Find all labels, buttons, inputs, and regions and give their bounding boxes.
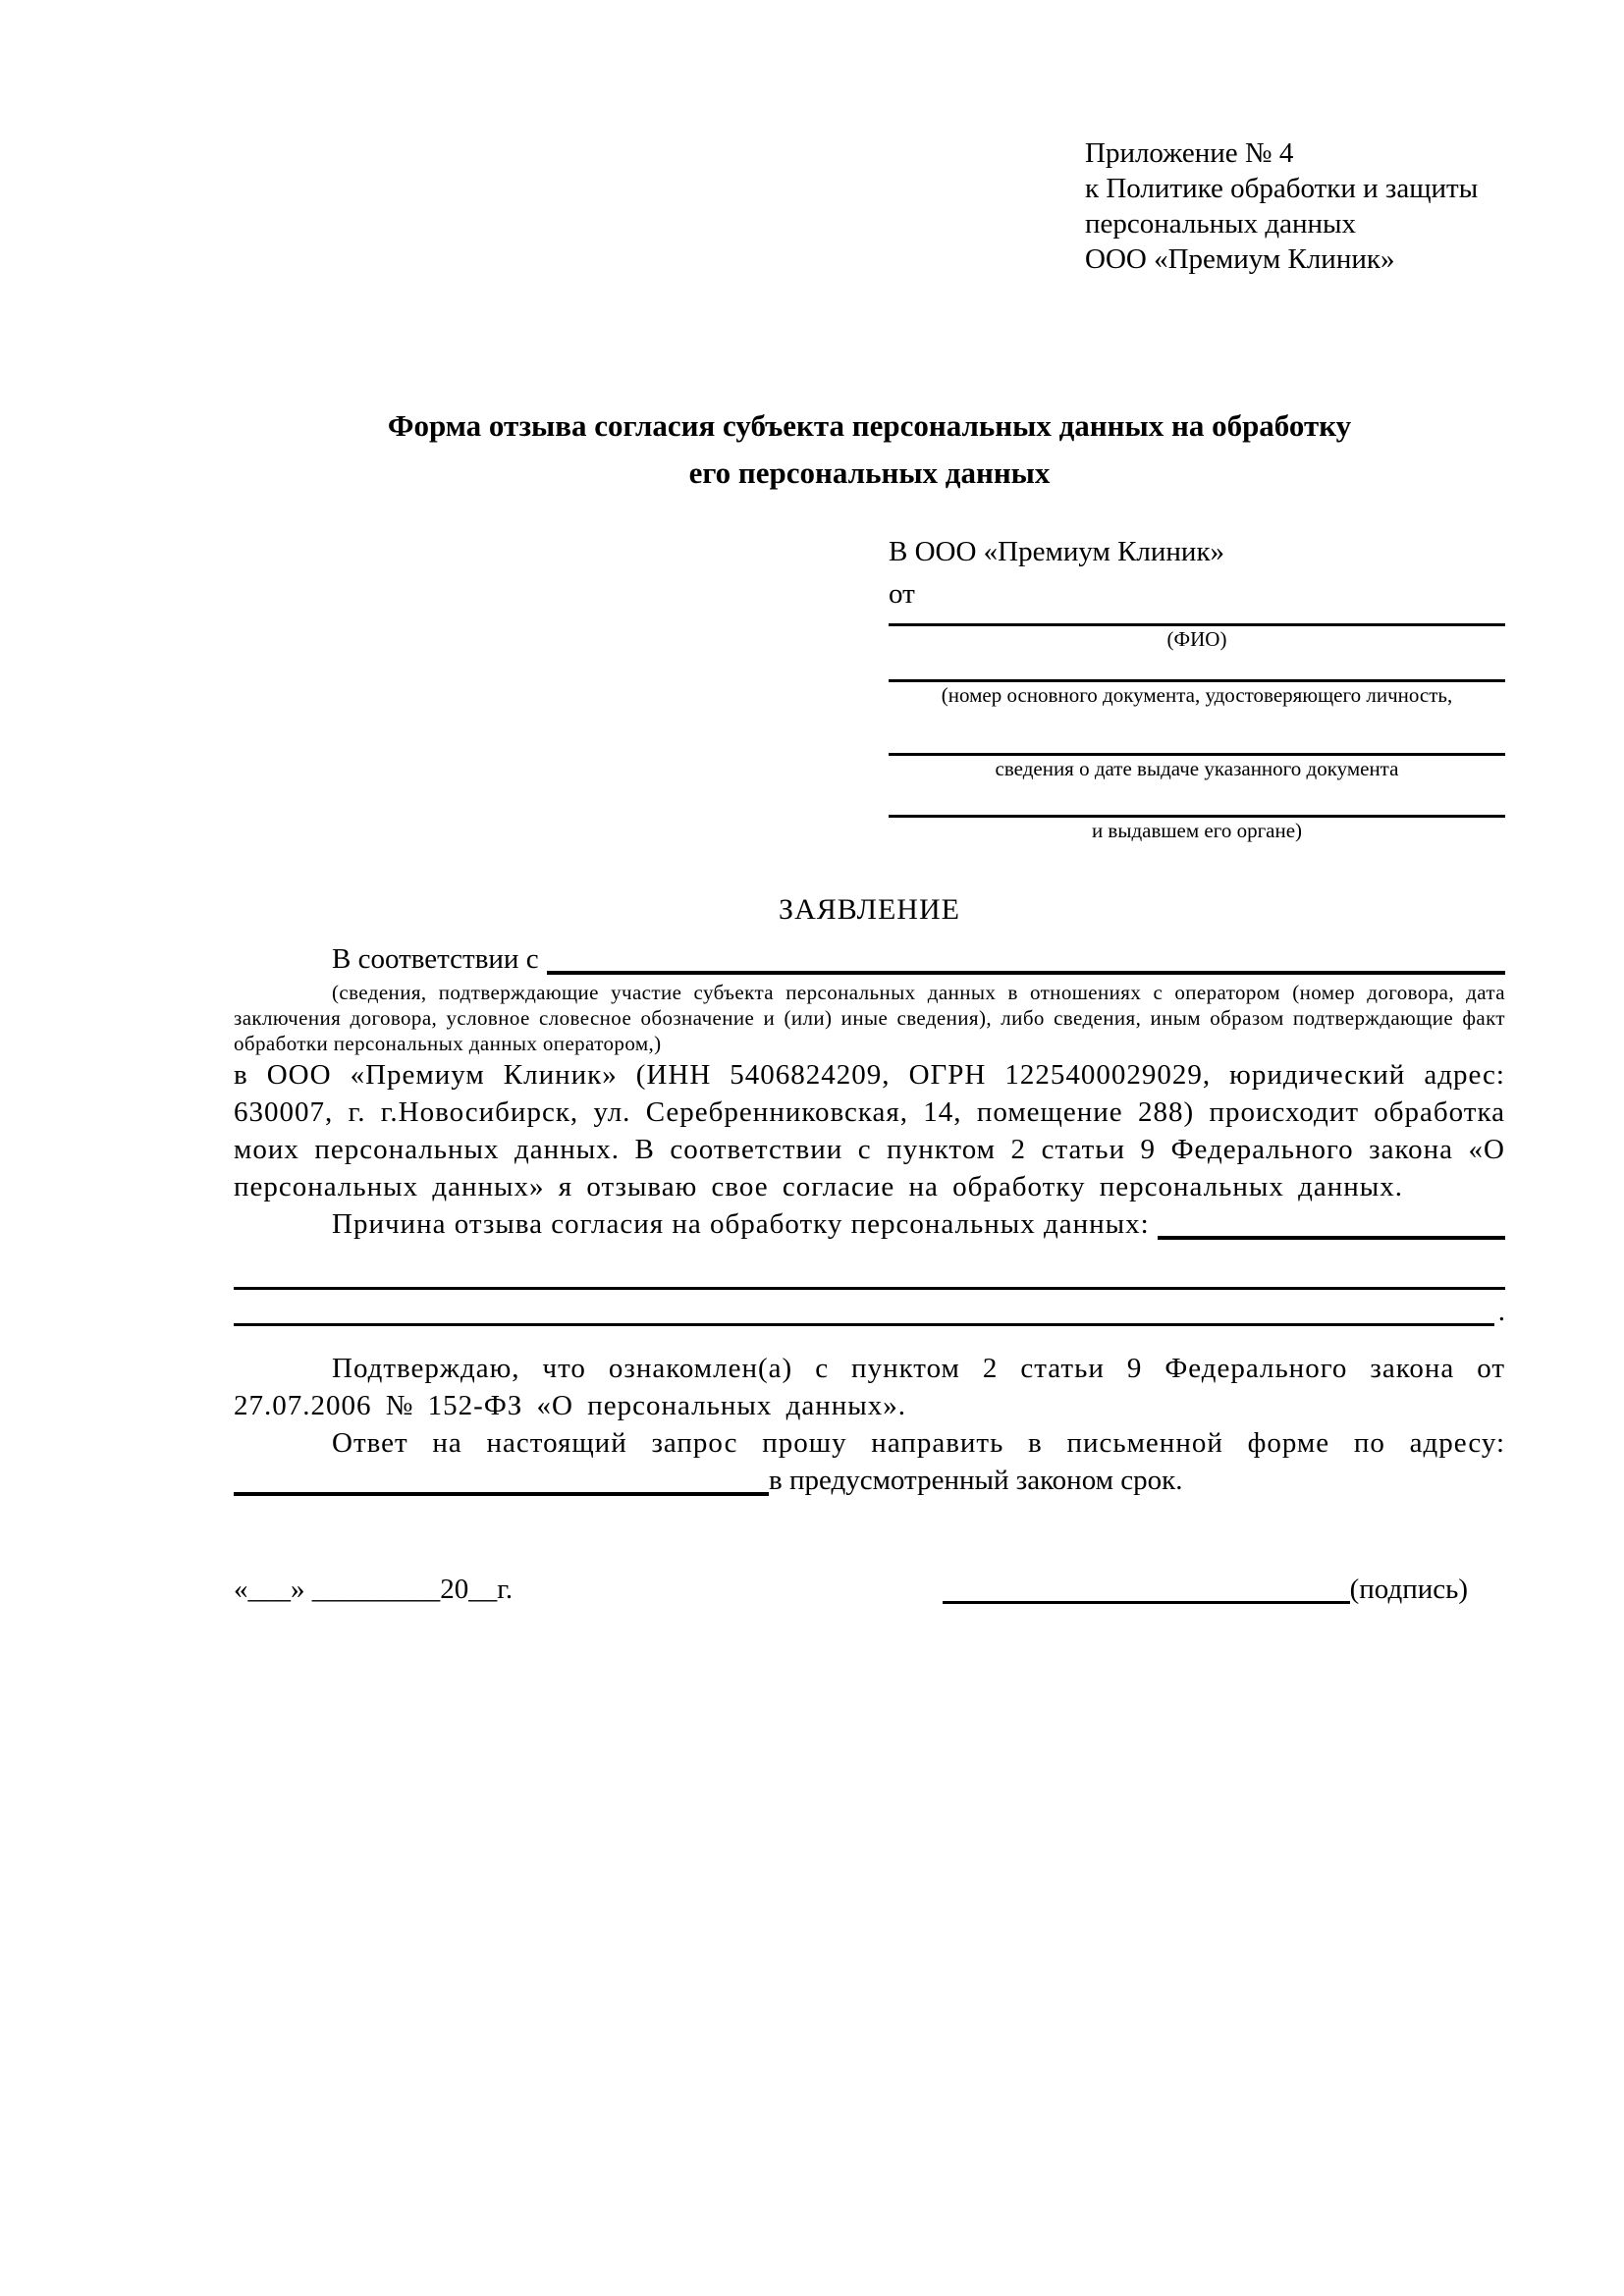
signature-group [943, 1571, 1468, 1608]
form-title-line-2: его персональных данных [688, 455, 1051, 490]
document-number-field [889, 679, 1505, 706]
reason-paragraph [234, 1205, 1505, 1243]
name-field-caption: (ФИО) [1166, 627, 1227, 651]
reply-paragraph: Ответ на настоящий запрос прошу направить в письменной форме по адресу: [332, 1427, 1505, 1459]
addressee-from-label: от [889, 578, 915, 610]
appendix-line: к Политике обработки и защиты [1085, 173, 1479, 204]
confirmation-paragraph: Подтверждаю, что ознакомлен(а) с пунктом 2 статьи 9 Федерального закона от 27.07.2006 № 152-ФЗ «О персональных данных». [234, 1353, 1505, 1421]
footnote: (сведения, подтверждающие участие субъекта персональных данных в отношениях с оператором (номер договора, дата заключения договора, условное словесное обозначение и (или) иные сведения), либо сведения, иным образом подтверждающие факт обработки персональных данных оператором,) [234, 981, 1505, 1055]
issue-date-blank-line [889, 753, 1505, 756]
accordance-prefix: В соответствии с [332, 943, 539, 975]
accordance-blank-line [547, 941, 1505, 975]
reason-blank-line-2 [234, 1287, 1505, 1290]
addressee-organization: В ООО «Премиум Клиник» [889, 536, 1225, 567]
document-content [234, 0, 1505, 1608]
issuing-authority-field [889, 815, 1505, 841]
issue-date-caption: сведения о дате выдаче указанного документа [995, 757, 1399, 780]
form-title [234, 402, 1505, 497]
form-title-line-1: Форма отзыва согласия субъекта персональных данных на обработку [387, 408, 1352, 443]
reason-prefix: Причина отзыва согласия на обработку персональных данных: [332, 1208, 1150, 1240]
statement-heading: ЗАЯВЛЕНИЕ [779, 893, 960, 926]
date-blank: «___» _________20__г. [234, 1574, 514, 1605]
appendix-line: Приложение № 4 [1085, 137, 1294, 169]
signature-blank-line [943, 1572, 1350, 1604]
reason-blank-line [1158, 1206, 1505, 1240]
appendix-line: персональных данных [1085, 208, 1357, 240]
signature-caption: (подпись) [1349, 1574, 1468, 1605]
name-blank-line [889, 623, 1505, 626]
issuing-authority-blank-line [889, 815, 1505, 818]
date-signature-row [234, 1571, 1505, 1608]
document-number-caption: (номер основного документа, удостоверяющего личность, [941, 683, 1453, 707]
address-blank-line [234, 1463, 769, 1496]
accordance-paragraph [234, 940, 1505, 978]
document-number-blank-line [889, 679, 1505, 682]
name-field [889, 623, 1505, 650]
issue-date-field [889, 753, 1505, 779]
appendix-line: ООО «Премиум Клиник» [1085, 243, 1395, 275]
reason-blank-line-3-rule [234, 1294, 1494, 1326]
reason-blank-line-3 [234, 1294, 1505, 1326]
issuing-authority-caption: и выдавшем его органе) [1091, 819, 1303, 842]
blank-line-terminator: . [1497, 1296, 1505, 1327]
reply-suffix: в предусмотренный законом срок. [769, 1465, 1183, 1496]
reply-address-row [234, 1462, 1505, 1499]
main-paragraph: в ООО «Премиум Клиник» (ИНН 5406824209, ОГРН 1225400029029, юридический адрес: 630007, г. г.Новосибирск, ул. Серебренниковская, 14, помещение 288) происходит обработка моих персональных данных. В соответствии с пунктом 2 статьи 9 Федерального закона «О персональных данных» я отзываю свое согласие на обработку персональных данных. [234, 1059, 1505, 1202]
addressee-block [889, 534, 1505, 841]
appendix-header [1085, 135, 1505, 277]
